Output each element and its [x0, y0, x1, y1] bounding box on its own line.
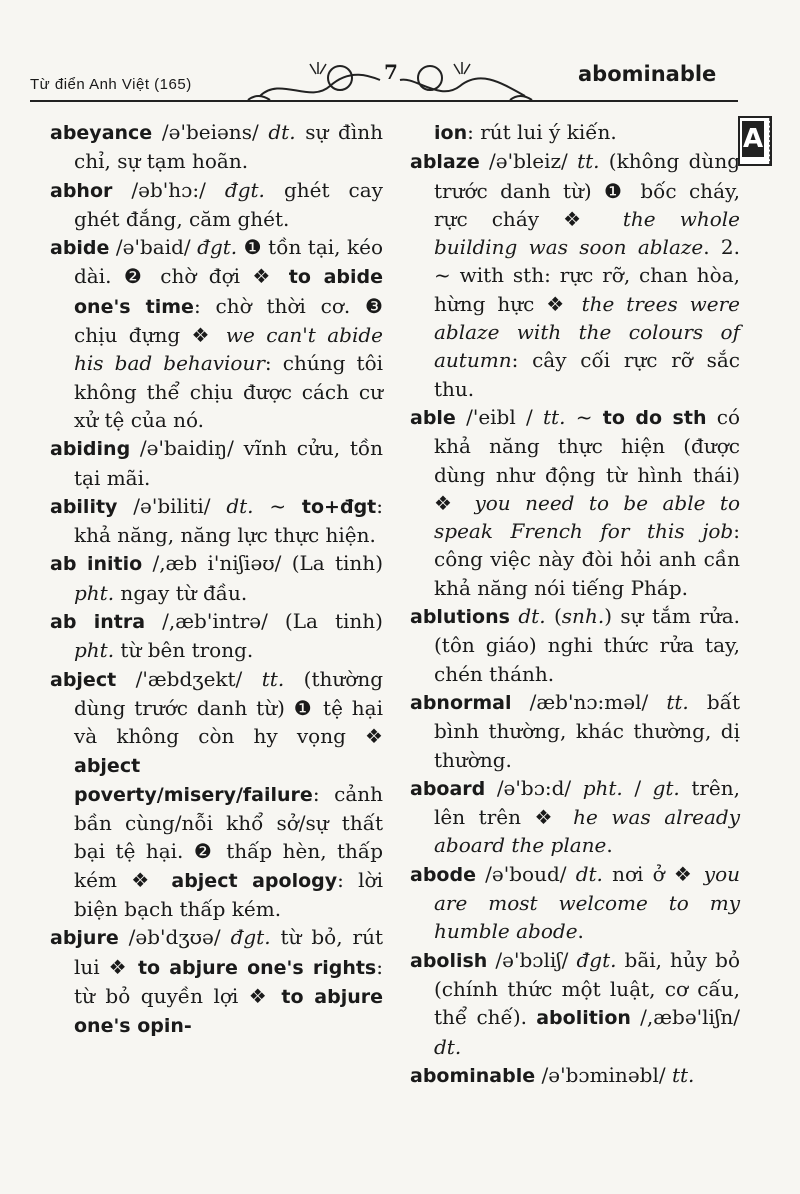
entry-text: /,æb i'niʃiəʊ/ (La tinh) [142, 551, 383, 576]
dictionary-entry [410, 118, 740, 147]
entry-text: pht. [74, 580, 115, 605]
header-rule [30, 100, 738, 102]
entry-text: you need to be able to speak French for this job [434, 490, 740, 544]
entry-text: sự đình chỉ, sự tạm hoãn. [74, 120, 383, 174]
entry-text: ghét cay ghét đắng, căm ghét. [74, 177, 383, 231]
headword: aboard [410, 777, 486, 800]
entry-text: từ bên trong. [114, 638, 254, 663]
entry-text: : khả năng, năng lực thực hiện. [74, 493, 383, 548]
headword: ablutions [410, 606, 510, 629]
alphabet-tab [738, 116, 772, 166]
dictionary-entry [410, 688, 740, 774]
entry-text: (không dùng trước danh từ) ❶ bốc cháy, rực cháy ❖ [434, 149, 740, 231]
entry-text: tt. [543, 404, 566, 429]
left-column [50, 118, 383, 1041]
entry-text: abolition [536, 1007, 631, 1030]
entry-text: /,æbə'liʃn/ [630, 1005, 741, 1030]
entry-text: abject poverty/misery/failure [74, 754, 313, 806]
entry-text: /ə'beiəns/ [152, 120, 269, 144]
entry-text: /ə'baid/ [109, 235, 198, 260]
entry-text: snh. [561, 604, 605, 629]
entry-text: : rút lui ý kiến. [467, 120, 617, 144]
entry-text: trên, lên trên ❖ [434, 775, 741, 830]
entry-text: he was already aboard the plane [434, 805, 740, 858]
entry-text: you are most welcome to my humble abode [434, 861, 740, 944]
headword: abominable [410, 1064, 536, 1087]
dictionary-entry [50, 549, 383, 607]
entry-text: dt. [268, 120, 296, 144]
headword: abide [50, 237, 110, 260]
dictionary-entry [410, 602, 740, 688]
entry-text: to abjure one's opin- [74, 985, 384, 1038]
dictionary-entry [50, 492, 383, 550]
entry-text: / [622, 775, 653, 800]
entry-text: /əb'dʒʊə/ [118, 925, 231, 950]
entry-text: nơi ở ❖ [602, 861, 704, 886]
entry-text: /æb'nɔ:məl/ [511, 689, 667, 714]
entry-text: dt. [518, 604, 546, 629]
entry-text: /ə'bɔ:d/ [485, 775, 583, 800]
entry-text: to+đgt [301, 495, 377, 518]
headword: ablaze [410, 151, 480, 174]
headword: abject [50, 668, 117, 691]
entry-text: to abide one's time [74, 266, 383, 318]
entry-text: gt. [652, 775, 680, 800]
entry-text: bãi, hủy bỏ (chính thức một luật, cơ cấu, thể chế). [434, 947, 740, 1030]
entry-text: dt. [575, 861, 603, 886]
entry-text: tt. [261, 666, 285, 691]
headword: ab intra [50, 611, 146, 634]
entry-text: ❶ tồn tại, kéo dài. ❷ chờ đợi ❖ [74, 235, 384, 289]
entry-text: /əb'hɔ:/ [112, 177, 225, 202]
headword: abeyance [50, 122, 153, 144]
dictionary-entry [50, 607, 383, 665]
entry-text: pht. [74, 638, 115, 663]
entry-text: tt. [666, 689, 689, 714]
running-header-right: abominable [578, 62, 717, 86]
entry-text: : công việc này đòi hỏi anh cần khả năng nói tiếng Pháp. [434, 519, 740, 600]
entry-text: : chờ thời cơ. ❸ chịu đựng ❖ [74, 293, 383, 348]
dictionary-entry [50, 233, 383, 434]
entry-text: đgt. [197, 235, 238, 260]
entry-text: : chúng tôi không thể chịu được cách cư xử tệ của nó. [74, 351, 384, 432]
entry-text: /'æbdʒekt/ [116, 666, 262, 691]
headword: abnormal [410, 691, 512, 714]
entry-text: ~ [565, 404, 603, 429]
headword: abolish [410, 949, 488, 972]
entry-text: /,æb'intrə/ (La tinh) [145, 609, 383, 634]
right-column [410, 118, 740, 1090]
entry-text: dt. [226, 493, 254, 518]
dictionary-entry [410, 403, 740, 602]
headword: abode [410, 863, 476, 886]
dictionary-entry [50, 434, 383, 492]
entry-text: . 2. ~ with sth: rực rỡ, chan hòa, hừng hực ❖ [434, 235, 740, 316]
headword: ability [50, 495, 118, 518]
dictionary-entry [410, 147, 740, 403]
entry-text: từ bỏ, rút lui ❖ [74, 925, 383, 979]
entry-text: ~ [253, 493, 302, 518]
entry-text: tt. [577, 149, 600, 174]
entry-text: ( [545, 604, 562, 629]
entry-text: : cây cối rực rỡ sắc thu. [434, 348, 740, 401]
headword: abiding [50, 438, 131, 461]
entry-text: /ə'bɔminəbl/ [535, 1062, 672, 1087]
dictionary-entry [50, 176, 383, 234]
entry-text: to abjure one's rights [137, 956, 377, 979]
dictionary-entry [410, 1061, 740, 1090]
entry-text: đgt. [230, 925, 271, 950]
entry-text: (thường dùng trước danh từ) ❶ tệ hại và không còn hy vọng ❖ [74, 666, 383, 749]
entry-text: /ə'bɔliʃ/ [487, 947, 577, 972]
entry-text: . [577, 919, 584, 944]
dictionary-entry [410, 860, 740, 946]
entry-text: : lời biện bạch thấp kém. [74, 867, 383, 922]
entry-text: đgt. [576, 947, 617, 972]
entry-text: tt. [671, 1062, 695, 1087]
entry-text: /ə'biliti/ [117, 493, 227, 518]
entry-text: . [606, 833, 613, 858]
entry-text: abject apology [171, 869, 338, 892]
dictionary-entry [50, 665, 383, 924]
entry-text: to do sth [602, 406, 707, 429]
entry-text: ) sự tắm rửa. (tôn giáo) nghi thức rửa tay, chén thánh. [434, 604, 741, 686]
entry-text: /ə'baidiŋ/ vĩnh cửu, tồn tại mãi. [74, 436, 383, 490]
dictionary-entry [50, 923, 383, 1040]
headword: abhor [50, 179, 113, 202]
headword: abjure [50, 927, 119, 950]
entry-text: : từ bỏ quyền lợi ❖ [74, 954, 383, 1008]
entry-text: dt. [434, 1034, 462, 1059]
headword: ab initio [50, 553, 143, 576]
entry-text: : cảnh bần cùng/nỗi khổ sở/sự thất bại tệ hại. ❷ thấp hèn, thấp kém ❖ [74, 781, 383, 892]
entry-text: we can't abide his bad behaviour [74, 323, 383, 376]
entry-text: có khả năng thực hiện (được dùng như động từ hình thái) ❖ [434, 404, 740, 515]
headword: able [410, 406, 456, 429]
entry-text: pht. [582, 775, 623, 800]
dictionary-entry [410, 774, 740, 860]
entry-text: ngay từ đầu. [114, 580, 248, 605]
entry-text: bất bình thường, khác thường, dị thường. [434, 689, 741, 772]
dictionary-entry [50, 118, 383, 176]
running-header-left: Từ điển Anh Việt (165) [30, 76, 192, 93]
entry-text: /ə'bleiz/ [479, 149, 578, 174]
entry-text: the whole building was soon ablaze [434, 206, 740, 260]
page-number: 7 [384, 60, 398, 84]
entry-text: /'eibl / [455, 404, 544, 429]
entry-text: đgt. [224, 177, 265, 202]
entry-text: /ə'boud/ [475, 861, 576, 886]
entry-text: the trees were ablaze with the colours of autumn [434, 291, 740, 373]
alphabet-tab-letter: A [742, 121, 764, 157]
entry-text: ion [434, 122, 468, 144]
dictionary-entry [410, 946, 740, 1061]
